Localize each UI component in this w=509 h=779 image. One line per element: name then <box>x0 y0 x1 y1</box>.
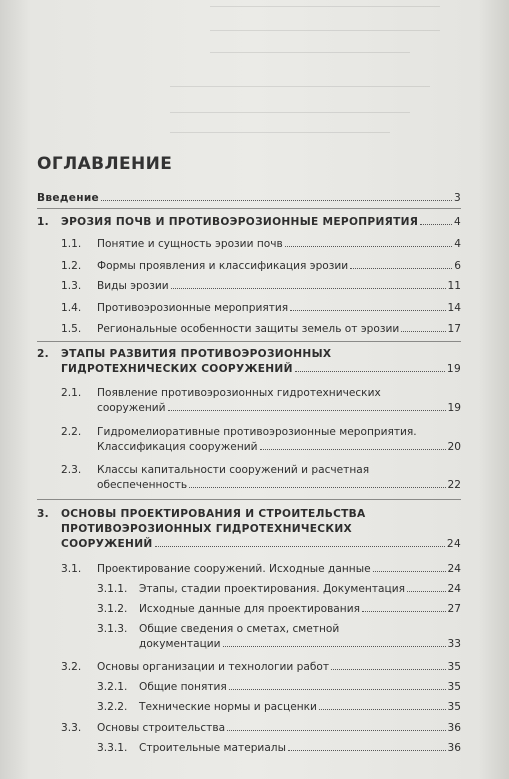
toc-entry-label: ОСНОВЫ ПРОЕКТИРОВАНИЯ И СТРОИТЕЛЬСТВА <box>61 508 366 520</box>
toc-entry-label: Этапы, стадии проектирования. Документация <box>139 583 405 595</box>
dot-leader <box>227 730 445 731</box>
dot-leader <box>229 689 446 690</box>
dot-leader <box>373 571 446 572</box>
dot-leader <box>168 410 446 411</box>
toc-page-number: 27 <box>447 603 461 615</box>
dot-leader <box>290 310 445 311</box>
dot-leader <box>260 449 446 450</box>
toc-entry-label: Общие сведения о сметах, сметной <box>139 623 340 635</box>
toc-entry-label: Виды эрозии <box>97 280 169 292</box>
toc-page-number: 19 <box>447 402 461 414</box>
toc-section <box>61 237 461 252</box>
toc-entry-label: Технические нормы и расценки <box>139 701 317 713</box>
toc-chapter-2 <box>37 347 461 377</box>
toc-section <box>61 259 461 274</box>
toc-subsection <box>97 680 461 695</box>
dot-leader <box>285 246 453 247</box>
toc-entry-label: ЭРОЗИЯ ПОЧВ И ПРОТИВОЭРОЗИОННЫЕ МЕРОПРИЯТИЯ <box>61 216 419 228</box>
toc-entry-label: Противоэрозионные мероприятия <box>97 302 289 314</box>
toc-entry-number: 1.3. <box>61 280 82 292</box>
toc-entry-number: 1. <box>37 216 49 228</box>
toc-subsection <box>97 582 461 597</box>
toc-entry-number: 3.1.2. <box>97 603 128 615</box>
toc-section <box>61 721 461 736</box>
toc-entry-label: документации <box>139 638 221 650</box>
dot-leader <box>288 750 446 751</box>
toc-page-number: 22 <box>447 479 461 491</box>
toc-section <box>61 301 461 316</box>
toc-entry-number: 2.3. <box>61 464 82 476</box>
toc-page-number: 14 <box>447 302 461 314</box>
toc-subsection <box>97 700 461 715</box>
toc-entry-label: ПРОТИВОЭРОЗИОННЫХ ГИДРОТЕХНИЧЕСКИХ <box>61 523 352 535</box>
toc-page-number: 33 <box>447 638 461 650</box>
toc-entry-label: ГИДРОТЕХНИЧЕСКИХ СООРУЖЕНИЙ <box>61 363 293 375</box>
toc-entry-number: 1.4. <box>61 302 82 314</box>
toc-entry-number: 3.3. <box>61 722 82 734</box>
toc-entry-number: 3. <box>37 508 49 520</box>
toc-entry-label: Формы проявления и классификация эрозии <box>97 260 349 272</box>
toc-page-number: 36 <box>447 722 461 734</box>
toc-chapter-1 <box>37 215 461 230</box>
toc-entry-number: 2.2. <box>61 426 82 438</box>
toc-page-number: 11 <box>447 280 461 292</box>
toc-section <box>61 279 461 294</box>
toc-entry-label: Основы организации и технологии работ <box>97 661 330 673</box>
toc-entry-label: Появление противоэрозионных гидротехнических <box>97 387 381 399</box>
toc-entry-label: Гидромелиоративные противоэрозионные мероприятия. <box>97 426 417 438</box>
dot-leader <box>189 487 445 488</box>
toc-entry-number: 1.1. <box>61 238 82 250</box>
toc-section <box>61 425 461 455</box>
toc-entry-label: Классы капитальности сооружений и расчетная <box>97 464 370 476</box>
toc-page-number: 36 <box>447 742 461 754</box>
toc-entry-label: СООРУЖЕНИЙ <box>61 538 153 550</box>
toc-entry-label: Региональные особенности защиты земель от эрозии <box>97 323 400 335</box>
dot-leader <box>407 591 446 592</box>
toc-entry-number: 2. <box>37 348 49 360</box>
toc-entry-number: 3.1.3. <box>97 623 128 635</box>
toc-entry-number: 3.2. <box>61 661 82 673</box>
divider <box>37 499 461 500</box>
toc-subsection <box>97 622 461 652</box>
divider <box>37 208 461 209</box>
toc-entry-label: Основы строительства <box>97 722 226 734</box>
toc-entry-number: 2.1. <box>61 387 82 399</box>
toc-entry-label: Исходные данные для проектирования <box>139 603 360 615</box>
toc-entry-number: 3.2.2. <box>97 701 128 713</box>
toc-entry-label: сооружений <box>97 402 166 414</box>
dot-leader <box>350 268 452 269</box>
toc-entry-label: Строительные материалы <box>139 742 286 754</box>
toc-page-number: 24 <box>447 563 461 575</box>
toc-page-number: 17 <box>447 323 461 335</box>
bleed-through-text <box>150 0 490 150</box>
toc-page-number: 24 <box>447 583 461 595</box>
toc-subsection <box>97 741 461 756</box>
toc-entry-label: Проектирование сооружений. Исходные данные <box>97 563 371 575</box>
toc-entry-number: 3.1.1. <box>97 583 128 595</box>
toc-page-number: 4 <box>453 216 461 228</box>
toc-entry-label: Классификация сооружений <box>97 441 258 453</box>
toc-page-number: 19 <box>446 363 461 375</box>
toc-page-number: 35 <box>447 681 461 693</box>
page-title: ОГЛАВЛЕНИЕ <box>37 154 173 174</box>
dot-leader <box>295 371 445 372</box>
toc-entry-number: 3.3.1. <box>97 742 128 754</box>
toc-subsection <box>97 602 461 617</box>
toc-section <box>61 322 461 337</box>
toc-chapter-3 <box>37 507 461 552</box>
toc-entry-label: Введение <box>37 192 100 204</box>
toc-page-number: 3 <box>453 192 461 204</box>
toc-entry-number: 1.2. <box>61 260 82 272</box>
dot-leader <box>420 224 452 225</box>
dot-leader <box>101 200 452 201</box>
toc-page-number: 20 <box>447 441 461 453</box>
divider <box>37 341 461 342</box>
toc-section <box>61 562 461 577</box>
toc-section <box>61 386 461 416</box>
toc-section <box>61 660 461 675</box>
toc-entry-label: ЭТАПЫ РАЗВИТИЯ ПРОТИВОЭРОЗИОННЫХ <box>61 348 332 360</box>
toc-page-number: 4 <box>454 238 461 250</box>
toc-entry-intro <box>37 191 461 206</box>
dot-leader <box>401 331 445 332</box>
dot-leader <box>319 709 446 710</box>
dot-leader <box>155 546 445 547</box>
toc-entry-label: Общие понятия <box>139 681 227 693</box>
dot-leader <box>171 288 446 289</box>
toc-entry-number: 3.2.1. <box>97 681 128 693</box>
toc-entry-number: 1.5. <box>61 323 82 335</box>
toc-page-number: 6 <box>454 260 461 272</box>
dot-leader <box>331 669 445 670</box>
toc-entry-number: 3.1. <box>61 563 82 575</box>
toc-entry-label: Понятие и сущность эрозии почв <box>97 238 283 250</box>
toc-page-number: 35 <box>447 661 461 673</box>
toc-entry-label: обеспеченность <box>97 479 188 491</box>
dot-leader <box>223 646 446 647</box>
dot-leader <box>362 611 446 612</box>
toc-page-number: 24 <box>446 538 461 550</box>
toc-page-number: 35 <box>447 701 461 713</box>
toc-section <box>61 463 461 493</box>
